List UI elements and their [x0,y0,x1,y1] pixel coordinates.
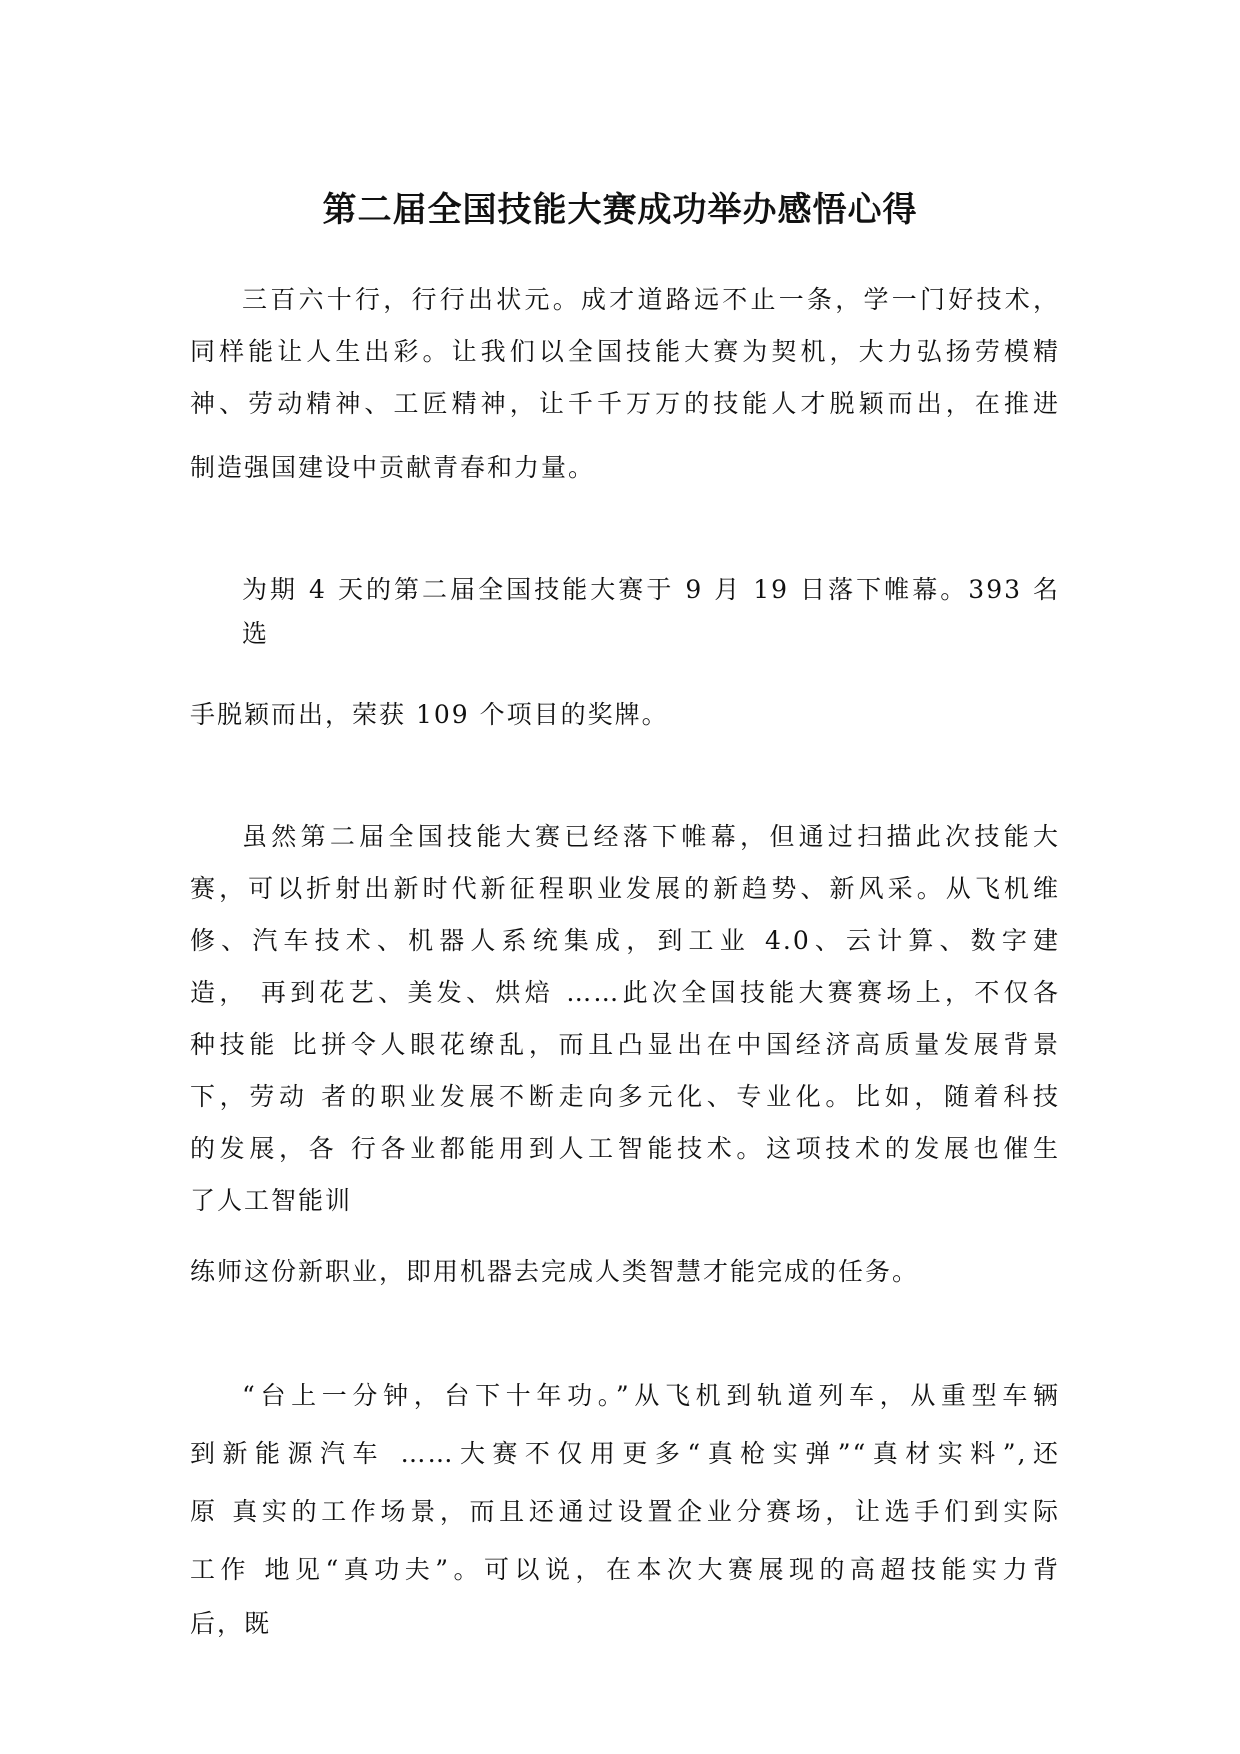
paragraph-3-line-6: 下，劳动 者的职业发展不断走向多元化、专业化。比如，随着科技 [190,1082,1060,1111]
paragraph-3-line-8: 了人工智能训 [190,1186,353,1215]
paragraph-2-line-3: 手脱颖而出，荣获 109 个项目的奖牌。 [190,700,669,729]
paragraph-2-line-1: 为期 4 天的第二届全国技能大赛于 9 月 19 日落下帷幕。393 名 [242,575,1060,604]
paragraph-1-line-1: 三百六十行，行行出状元。成才道路远不止一条，学一门好技术， [242,285,1060,314]
paragraph-3-line-3: 修、汽车技术、机器人系统集成，到工业 4.0、云计算、数字建 [190,926,1060,955]
paragraph-3-line-5: 种技能 比拼令人眼花缭乱，而且凸显出在中国经济高质量发展背景 [190,1030,1060,1059]
paragraph-3-line-1: 虽然第二届全国技能大赛已经落下帷幕，但通过扫描此次技能大 [242,822,1060,851]
paragraph-3-line-2: 赛，可以折射出新时代新征程职业发展的新趋势、新风采。从飞机维 [190,874,1060,903]
paragraph-4-line-5: 后，既 [190,1609,272,1638]
paragraph-3-line-7: 的发展，各 行各业都能用到人工智能技术。这项技术的发展也催生 [190,1134,1060,1163]
paragraph-3-line-9: 练师这份新职业，即用机器去完成人类智慧才能完成的任务。 [190,1257,920,1286]
paragraph-1-line-3: 神、劳动精神、工匠精神，让千千万万的技能人才脱颖而出，在推进 [190,389,1060,418]
paragraph-1-line-4: 制造强国建设中贡献青春和力量。 [190,453,596,482]
paragraph-4-line-3: 原 真实的工作场景，而且还通过设置企业分赛场，让选手们到实际 [190,1497,1060,1526]
paragraph-1-line-2: 同样能让人生出彩。让我们以全国技能大赛为契机，大力弘扬劳模精 [190,337,1060,366]
document-title: 第二届全国技能大赛成功举办感悟心得 [322,190,918,230]
paragraph-4-line-4: 工作 地见“真功夫”。可以说，在本次大赛展现的高超技能实力背 [190,1555,1060,1584]
paragraph-2-line-2: 选 [242,619,270,648]
paragraph-3-line-4: 造， 再到花艺、美发、烘焙 ……此次全国技能大赛赛场上，不仅各 [190,978,1060,1007]
paragraph-4-line-1: “台上一分钟，台下十年功。”从飞机到轨道列车，从重型车辆 [242,1381,1060,1410]
paragraph-4-line-2: 到新能源汽车 ……大赛不仅用更多“真枪实弹”“真材实料”,还 [190,1439,1060,1468]
